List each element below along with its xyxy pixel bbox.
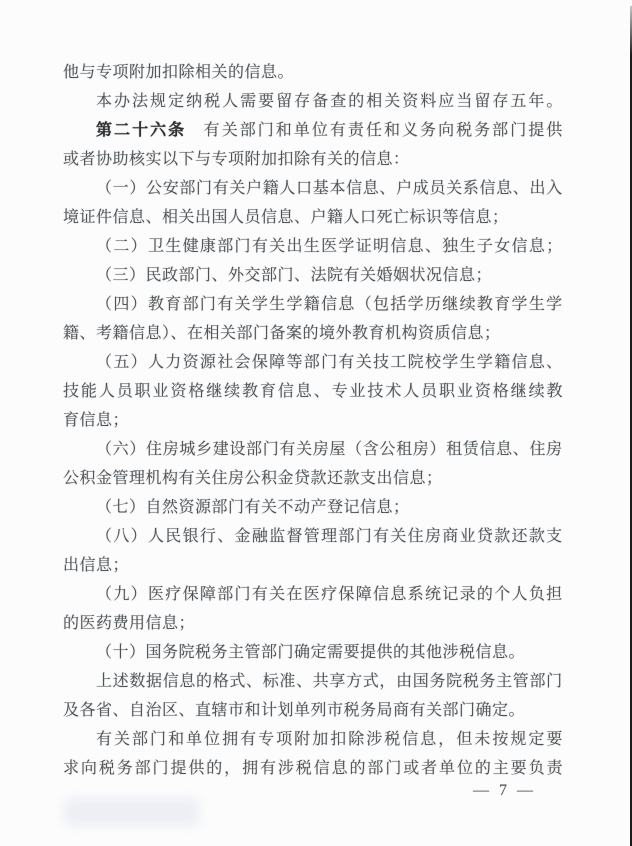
- text-line: 及各省、自治区、直辖市和计划单列市税务局商有关部门确定。: [63, 702, 526, 719]
- text-line: 第 二 十 六 条 有 关 部 门 和 单 位 有 责 任 和 义 务 向 税 务 部 门 提 供: [96, 122, 563, 139]
- text-line: 籍、考籍信息）、在相关部门备案的境外教育机构资质信息；: [63, 325, 501, 342]
- text-line: 境证件信息、相关出国人员信息、户籍人口死亡标识等信息；: [63, 209, 509, 226]
- text-line: 公积金管理机构有关住房公积金贷款还款支出信息；: [63, 470, 443, 487]
- page-number: — 7 —: [473, 782, 536, 799]
- text-line: 技 能 人 员 职 业 资 格 继 续 教 育 信 息 、 专 业 技 术 人 员 职 业 资 格 继 续 教: [63, 383, 563, 400]
- text-line: （ 六 ） 住 房 城 乡 建 设 部 门 有 关 房 屋 （ 含 公 租 房 ） 租 赁 信 息 、 住 房: [96, 441, 563, 458]
- text-line: 出信息；: [63, 557, 130, 574]
- text-line: 上 述 数 据 信 息 的 格 式 、 标 准 、 共 享 方 式 ， 由 国 务 院 税 务 主 管 部 门: [96, 673, 563, 690]
- text-line: 有 关 部 门 和 单 位 拥 有 专 项 附 加 扣 除 涉 税 信 息 ， 但 未 按 规 定 要: [96, 731, 563, 748]
- text-line: 或者协助核实以下与专项附加扣除有关的信息：: [63, 151, 410, 168]
- text-line: （ 八 ） 人 民 银 行 、 金 融 监 督 管 理 部 门 有 关 住 房 商 业 贷 款 还 款 支: [96, 528, 563, 545]
- document-body: [63, 58, 563, 783]
- text-line: （三）民政部门、外交部门、法院有关婚姻状况信息；: [96, 267, 493, 284]
- text-line: （ 四 ） 教 育 部 门 有 关 学 生 学 籍 信 息 （ 包 括 学 历 继 续 教 育 学 生 学: [96, 296, 563, 313]
- text-line: （ 二 ） 卫 生 健 康 部 门 有 关 出 生 医 学 证 明 信 息 、 独 生 子 女 信 息 ；: [96, 238, 563, 255]
- text-line: （ 一 ） 公 安 部 门 有 关 户 籍 人 口 基 本 信 息 、 户 成 员 关 系 信 息 、 出 入: [96, 180, 563, 197]
- text-line: 育信息；: [63, 412, 130, 429]
- text-line: 本 办 法 规 定 纳 税 人 需 要 留 存 备 查 的 相 关 资 料 应 当 留 存 五 年 。: [96, 93, 563, 110]
- text-line: 求 向 税 务 部 门 提 供 的 ， 拥 有 涉 税 信 息 的 部 门 或 者 单 位 的 主 要 负 责: [63, 760, 563, 777]
- text-line: （ 九 ） 医 疗 保 障 部 门 有 关 在 医 疗 保 障 信 息 系 统 记 录 的 个 人 负 担: [96, 586, 563, 603]
- scan-smudge-artifact: [64, 798, 199, 826]
- text-line: （ 五 ） 人 力 资 源 社 会 保 障 等 部 门 有 关 技 工 院 校 学 生 学 籍 信 息 、: [96, 354, 563, 371]
- text-line: （七）自然资源部门有关不动产登记信息；: [96, 499, 410, 516]
- text-line: （十）国务院税务主管部门确定需要提供的其他涉税信息。: [96, 644, 526, 661]
- text-line: 他与专项附加扣除相关的信息。: [63, 64, 295, 81]
- text-line: 的医药费用信息；: [63, 615, 196, 632]
